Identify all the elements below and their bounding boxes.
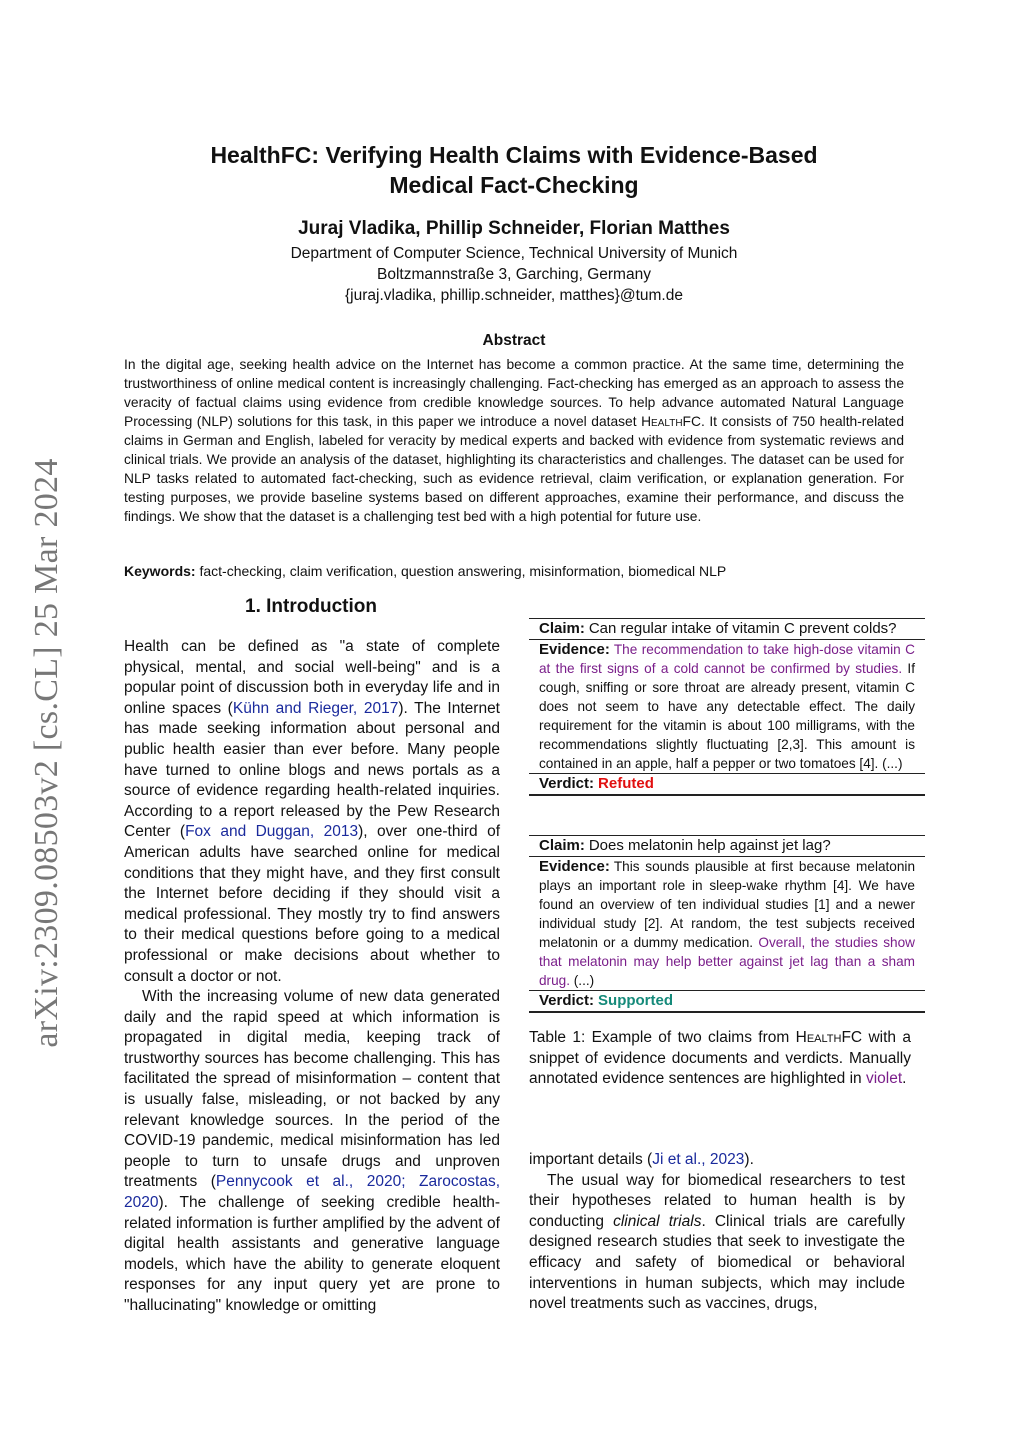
intro-p1-text-a: Health can be defined as "a state of complete physical, mental, and social well-being" and is a popular point of discussion both in everyday life and in online spaces ( [124,638,500,717]
right-paragraph-1 [529,1150,905,1171]
citation-link[interactable]: Ji et al., 2023 [652,1151,745,1168]
claim-row [529,836,925,856]
verdict-row [529,991,925,1011]
claim-example-2 [529,835,925,1013]
evidence-highlight: Overall, the studies show that melatonin may help better against jet lag than a sham drug. [539,935,915,988]
caption-text-a: Table 1: Example of two claims from [529,1029,796,1046]
citation-link[interactable]: Pennycook et al., 2020; Zarocostas, 2020 [124,1173,500,1212]
table-caption [529,1028,911,1090]
claim-label: Claim: [539,837,585,854]
verdict-row [529,774,925,794]
caption-text-c: . [902,1070,907,1088]
arxiv-stamp [2,448,92,1058]
caption-violet: violet [865,1070,903,1088]
title-line-1: HealthFC: Verifying Health Claims with Evidence-Based [210,142,818,168]
right-p2-text-b: . Clinical trials are carefully designed research studies that seek to investigate the efficacy and safety of biomedical or behavioral interventions in human subjects, which may include novel treatments such as vaccines, drugs, [529,1212,905,1313]
intro-p1-text-c: ), over one-third of American adults have searched online for medical conditions that they might have, and they first consult the Internet before deciding if they should visit a medical professional. They mostly try to find answers to their medical questions before going to a medical professional or make decisions about whether to consult a doctor or not. [124,823,500,985]
affiliation-address: Boltzmannstraße 3, Garching, Germany [377,266,651,283]
verdict-supported: Supported [598,992,674,1009]
citation-link[interactable]: Kühn and Rieger, 2017 [232,699,399,717]
right-p1-text-b: ). [744,1151,754,1168]
authors: Juraj Vladika, Phillip Schneider, Florian Matthes [298,218,730,239]
abstract-part-1: In the digital age, seeking health advice on the Internet has become a common practice. At the same time, determining the trustworthiness of online medical content is increasingly challenging. Fact-checking has emerged as an approach to assess the veracity of factual claims using evidence from credible knowledge sources. To help advance automated Natural Language Processing (NLP) solutions for this task, in this paper we introduce a novel dataset [124,357,904,429]
intro-paragraph-1 [124,637,500,987]
evidence-tail: (...) [569,973,595,988]
dataset-name: HealthFC [641,414,701,429]
introduction-heading: 1. Introduction [245,596,377,617]
evidence-label: Evidence: [539,641,610,658]
verdict-label: Verdict: [539,992,595,1009]
claim-label: Claim: [539,620,585,637]
intro-p2-text-b: ). The challenge of seeking credible health-related information is further amplified by the advent of digital health assistants and generative language models, which have the ability to generate eloquent responses for any input query yet are prone to "hallucinating" knowledge or omitting [124,1194,500,1314]
abstract-part-2: . It consists of 750 health-related claims in German and English, labeled for veracity by medical experts and backed with evidence from systematic reviews and clinical trials. We provide an analysis of the dataset, highlighting its characteristics and challenges. The dataset can be used for NLP tasks related to automated fact-checking, such as evidence retrieval, claim verification, or explanation generation. For testing purposes, we provide baseline systems based on different approaches, examine their performance, and discuss the findings. We show that the dataset is a challenging test bed with a high potential for future use. [124,414,904,524]
keywords [124,563,904,579]
clinical-trials-italic: clinical trials [613,1212,702,1230]
right-p2-text-a: The usual way for biomedical researchers to test their hypotheses related to human health is by conducting [529,1171,905,1230]
intro-p1-text-b: ). The Internet has made seeking information about personal and public health easier than ever before. Many people have turned to online blogs and news portals as a source of evidence regarding health-related inquiries. According to a report released by the Pew Research Center ( [124,699,500,841]
caption-dataset-name: HealthFC [795,1029,863,1046]
evidence-row [529,640,925,773]
paper-title [124,140,904,200]
intro-paragraph-2 [124,987,500,1317]
arxiv-id: arXiv:2309.08503v2 [cs.CL] 25 Mar 2024 [28,458,65,1048]
keywords-text: fact-checking, claim verification, question answering, misinformation, biomedical NLP [199,563,727,579]
evidence-label: Evidence: [539,858,610,875]
right-column [529,1150,905,1315]
affiliation [124,243,904,306]
verdict-label: Verdict: [539,775,595,792]
evidence-highlight: The recommendation to take high-dose vitamin C at the first signs of a cold cannot be confirmed by studies. [539,642,915,676]
right-p1-text-a: important details ( [529,1151,653,1168]
left-column [124,637,500,1317]
verdict-refuted: Refuted [598,775,654,792]
evidence-row [529,857,925,990]
intro-p2-text-a: With the increasing volume of new data generated daily and the rapid speed at which information is propagated in digital media, keeping track of trustworthy sources has become challenging. This has facilitated the spread of misinformation – content that is usually false, misleading, or not backed by any relevant knowledge sources. In the period of the COVID-19 pandemic, medical misinformation has led people to turn to unsafe drugs and unproven treatments ( [124,988,500,1191]
affiliation-dept: Department of Computer Science, Technical University of Munich [290,245,738,262]
abstract-heading: Abstract [482,332,546,349]
evidence-text: This sounds plausible at first because melatonin plays an important role in sleep-wake rhythm [4]. We have found an overview of ten individual studies [1] and a newer individual study [2]. At random, the test subjects received melatonin or a dummy medication. [539,859,915,950]
title-line-2: Medical Fact-Checking [389,172,639,198]
claim-example-1 [529,618,925,796]
claim-text: Can regular intake of vitamin C prevent colds? [588,620,897,637]
affiliation-emails: {juraj.vladika, phillip.schneider, matthes}@tum.de [345,287,683,304]
evidence-text: If cough, sniffing or sore throat are already present, vitamin C does not seem to have any detectable effect. The daily requirement for the vitamin is about 100 milligrams, with the recommendations slightly fluctuating [2,3]. This amount is contained in an apple, half a pepper or two tomatoes [4]. (...) [539,661,915,771]
keywords-label: Keywords: [124,563,196,579]
right-paragraph-2 [529,1171,905,1315]
claim-text: Does melatonin help against jet lag? [588,837,831,854]
caption-text-b: with a snippet of evidence documents and verdicts. Manually annotated evidence sentences are highlighted in [529,1029,911,1088]
claim-row [529,619,925,639]
abstract-text [124,355,904,526]
citation-link[interactable]: Fox and Duggan, 2013 [185,823,359,841]
